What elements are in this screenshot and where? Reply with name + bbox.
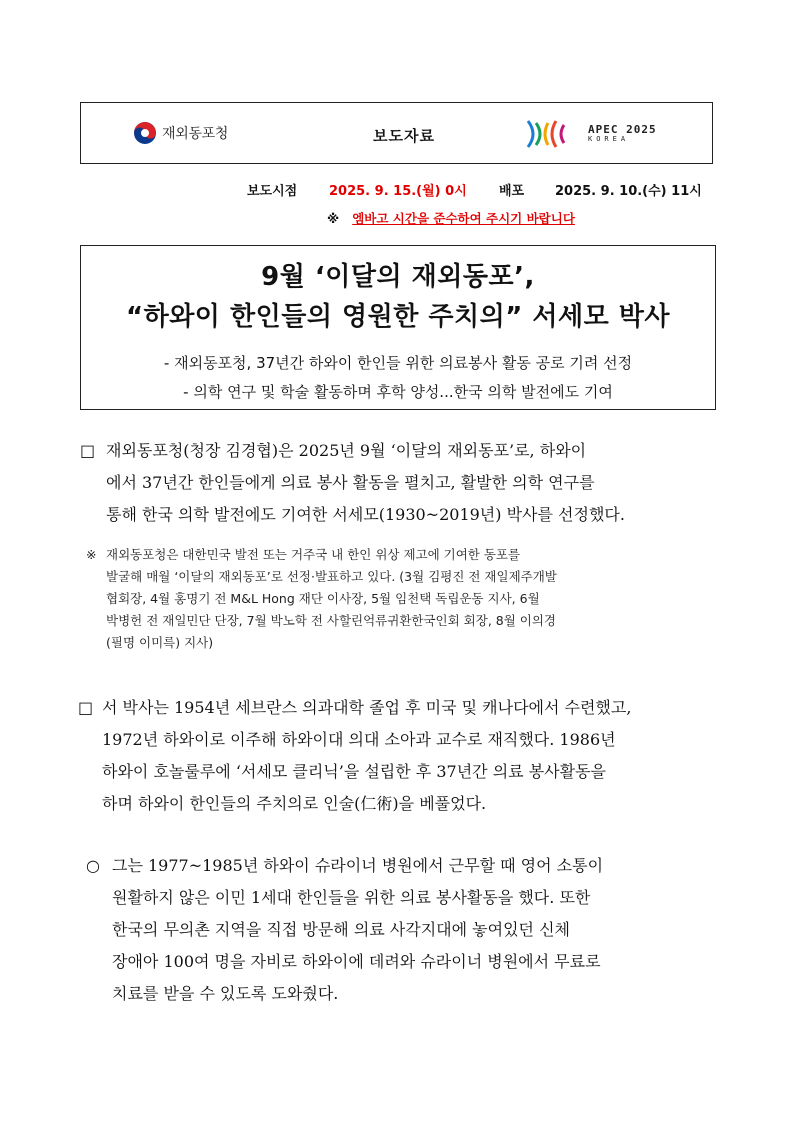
circle-bullet-icon: ○ — [86, 856, 100, 875]
title-box — [80, 245, 716, 410]
paragraph-3 — [86, 850, 720, 1010]
paragraph-line: 장애아 100여 명을 자비로 하와이에 데려와 슈라이너 병원에서 무료로 — [112, 952, 601, 971]
paragraph-1 — [80, 435, 720, 531]
paragraph-line: 서 박사는 1954년 세브란스 의과대학 졸업 후 미국 및 캐나다에서 수련했고, — [102, 698, 632, 717]
note-line: 발굴해 매월 ‘이달의 재외동포’로 선정·발표하고 있다. (3월 김평진 전 재일제주개발 — [106, 569, 557, 584]
paragraph-line: 하와이 호놀룰루에 ‘서세모 클리닉’을 설립한 후 37년간 의료 봉사활동을 — [102, 762, 606, 781]
square-bullet-icon: □ — [78, 698, 94, 717]
square-bullet-icon: □ — [80, 441, 96, 460]
subtitle-2: - 의학 연구 및 학술 활동하며 후학 양성...한국 의학 발전에도 기여 — [183, 383, 613, 401]
distribution-label: 배포 — [499, 184, 525, 199]
title-line-1: 9월 ‘이달의 재외동포’, — [261, 262, 535, 292]
paragraph-line: 1972년 하와이로 이주해 하와이대 의대 소아과 교수로 재직했다. 1986년 — [102, 730, 616, 749]
paragraph-line: 통해 한국 의학 발전에도 기여한 서세모(1930~2019년) 박사를 선정했다. — [106, 505, 625, 524]
distribution-value: 2025. 9. 10.(수) 11시 — [555, 184, 702, 199]
note-line: 협회장, 4월 홍명기 전 M&L Hong 재단 이사장, 5월 임천택 독립운동 지사, 6월 — [106, 591, 540, 606]
paragraph-line: 치료를 받을 수 있도록 도와줬다. — [112, 984, 339, 1003]
note-mark: ※ — [86, 547, 97, 562]
embargo-label: 보도시점 — [247, 184, 298, 199]
note-line: (필명 이미륵) 지사) — [106, 635, 214, 650]
paragraph-line: 한국의 무의촌 지역을 직접 방문해 의료 사각지대에 놓여있던 신체 — [112, 920, 571, 939]
paragraph-line: 재외동포청(청장 김경협)은 2025년 9월 ‘이달의 재외동포’로, 하와이 — [106, 441, 587, 460]
agency-name: 재외동포청 — [162, 126, 229, 142]
subtitle-1: - 재외동포청, 37년간 하와이 한인들 위한 의료봉사 활동 공로 기려 선정 — [163, 354, 633, 372]
apec-subtitle: KOREA — [588, 135, 630, 144]
header-box — [80, 102, 713, 164]
paragraph-line: 그는 1977~1985년 하와이 슈라이너 병원에서 근무할 때 영어 소통이 — [112, 856, 604, 875]
taegeuk-logo-icon — [133, 121, 157, 145]
notice-text: 엠바고 시간을 준수하여 주시기 바랍니다 — [352, 211, 575, 226]
note-line: 박병헌 전 재일민단 단장, 7월 박노학 전 사할린억류귀환한국인회 회장, 8월 이의경 — [106, 613, 556, 628]
paragraph-2 — [78, 692, 720, 820]
paragraph-line: 에서 37년간 한인들에게 의료 봉사 활동을 펼치고, 활발한 의학 연구를 — [106, 473, 595, 492]
agency-logo — [133, 121, 228, 145]
apec-title: APEC 2025 — [588, 123, 657, 137]
paragraph-line: 원활하지 않은 이민 1세대 한인들을 위한 의료 봉사활동을 했다. 또한 — [112, 888, 591, 907]
note-line: 재외동포청은 대한민국 발전 또는 거주국 내 한인 위상 제고에 기여한 동포를 — [106, 547, 521, 562]
apec-emblem-icon — [522, 117, 582, 151]
embargo-notice — [327, 209, 575, 227]
apec-logo — [522, 113, 686, 155]
embargo-value: 2025. 9. 15.(월) 0시 — [329, 184, 467, 199]
note-block — [86, 544, 718, 654]
title-line-2: “하와이 한인들의 영원한 주치의” 서세모 박사 — [125, 302, 671, 332]
doc-type-label: 보도자료 — [373, 127, 435, 145]
notice-mark: ※ — [327, 211, 340, 226]
paragraph-line: 하며 하와이 한인들의 주치의로 인술(仁術)을 베풀었다. — [102, 794, 487, 813]
